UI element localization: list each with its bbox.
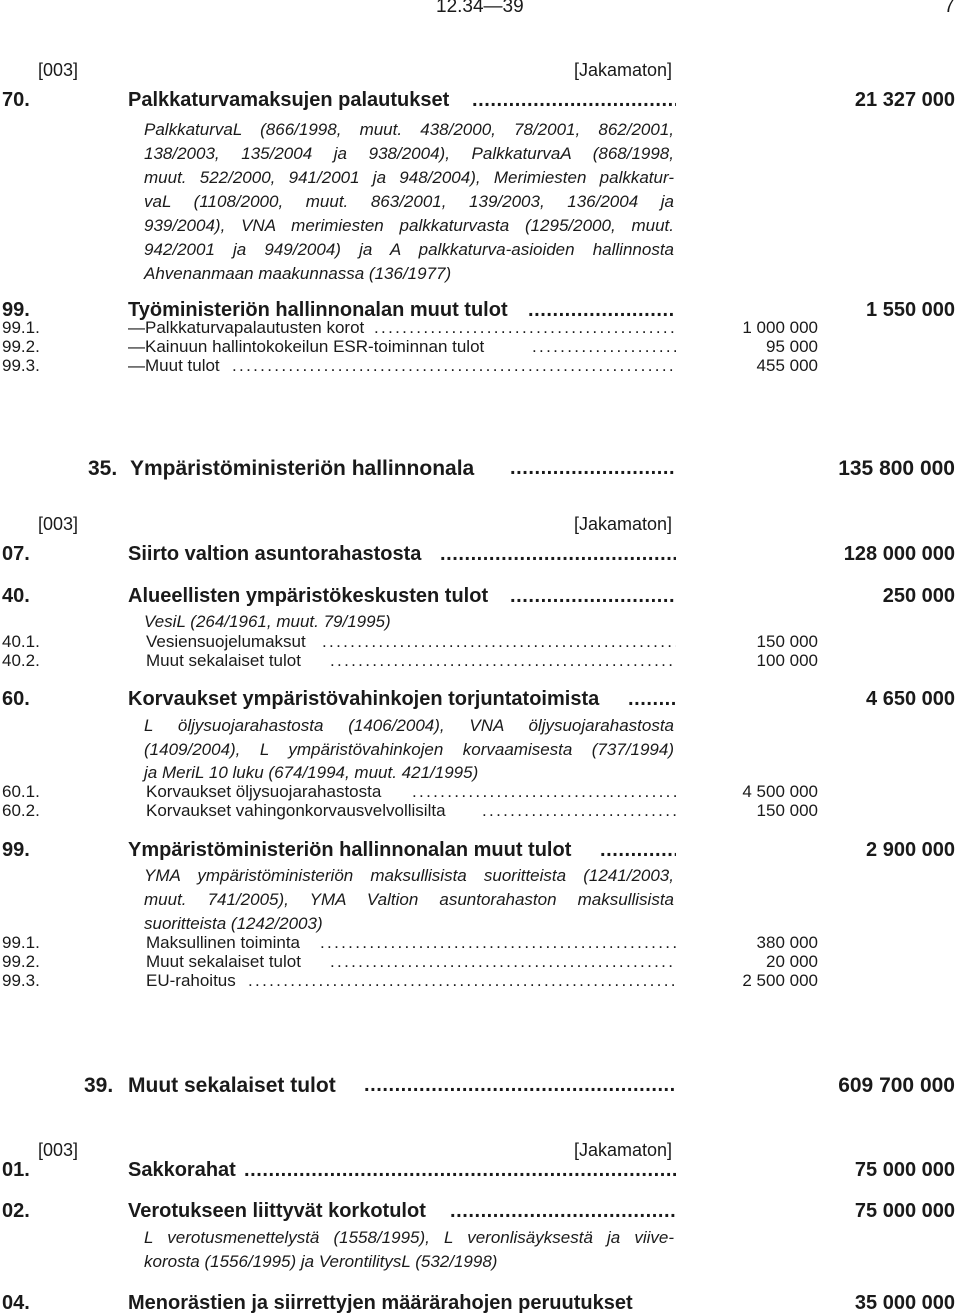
subitem-label: —Palkkaturvapalautusten korot (128, 318, 365, 337)
subitem-label: Vesiensuojelumaksut (146, 632, 306, 651)
leader-dots (472, 89, 676, 112)
subitem-label: —Kainuun hallintokokeilun ESR-toiminnan tulot (128, 337, 485, 356)
subitem-amount: 455 000 (756, 356, 818, 375)
tag-right: [Jakamaton] (574, 1140, 673, 1160)
leader-dots (482, 801, 676, 821)
leader-dots (450, 1200, 676, 1223)
item-number: 40. (2, 585, 30, 607)
subitem-label: Muut sekalaiset tulot (146, 651, 301, 670)
main-title: Ympäristöministeriön hallinnonala (130, 457, 475, 480)
page-range: 12.34—39 (436, 0, 524, 17)
leader-dots (330, 651, 676, 671)
legal-note-line: vaL (1108/2000, muut. 863/2001, 139/2003, 136/2004 ja (144, 192, 674, 211)
legal-note-line: VesiL (264/1961, muut. 79/1995) (144, 612, 391, 631)
item-amount: 21 327 000 (854, 89, 955, 111)
legal-note-line: YMA ympäristöministeriön maksullisista suoritteista (1241/2003, (144, 866, 674, 885)
item-title: Korvaukset ympäristövahinkojen torjuntatoimista (128, 688, 600, 710)
tag-right: [Jakamaton] (574, 514, 673, 534)
legal-note-line: muut. 741/2005), YMA Valtion asuntorahaston maksullisista (144, 890, 674, 909)
legal-note-line: L verotusmenettelystä (1558/1995), L veronlisäyksestä ja viive- (144, 1228, 674, 1247)
main-title-amount: 609 700 000 (838, 1074, 955, 1097)
subitem-number: 40.1. (2, 632, 40, 651)
item-number: 07. (2, 543, 30, 565)
subitem-amount: 380 000 (756, 933, 818, 952)
item-title: Verotukseen liittyvät korkotulot (128, 1200, 426, 1222)
leader-dots (600, 839, 676, 862)
leader-dots (440, 543, 676, 566)
subitem-amount: 150 000 (756, 632, 818, 651)
subitem-amount: 2 500 000 (742, 971, 818, 990)
main-title-number: 39. (84, 1074, 114, 1097)
tag-left: [003] (38, 1140, 79, 1160)
subitem-label: EU-rahoitus (146, 971, 236, 990)
item-number: 60. (2, 688, 30, 710)
leader-dots (248, 971, 676, 991)
item-amount: 250 000 (882, 585, 955, 607)
legal-note-line: 939/2004), VNA merimiesten palkkaturvasta (1295/2000, muut. (144, 216, 674, 235)
legal-note-line: korosta (1556/1995) ja VerontilitysL (532/1998) (144, 1252, 498, 1271)
subitem-number: 99.1. (2, 318, 40, 337)
subitem-label: Maksullinen toiminta (146, 933, 301, 952)
legal-note-line: (1409/2004), L ympäristövahinkojen korvaamisesta (737/1994) (144, 740, 674, 759)
subitem-number: 99.3. (2, 971, 40, 990)
subitem-amount: 95 000 (766, 337, 818, 356)
item-title: Ympäristöministeriön hallinnonalan muut tulot (128, 839, 572, 861)
subitem-amount: 20 000 (766, 952, 818, 971)
item-title: Työministeriön hallinnonalan muut tulot (128, 299, 508, 321)
subitem-amount: 100 000 (756, 651, 818, 670)
item-title: Siirto valtion asuntorahastosta (128, 543, 422, 565)
tag-right: [Jakamaton] (574, 60, 673, 80)
leader-dots (374, 318, 676, 338)
subitem-number: 99.2. (2, 337, 40, 356)
item-number: 99. (2, 839, 30, 861)
legal-note-line: 138/2003, 135/2004 ja 938/2004), PalkkaturvaA (868/1998, (144, 144, 674, 163)
subitem-number: 99.3. (2, 356, 40, 375)
subitem-label: Korvaukset vahingonkorvausvelvollisilta (146, 801, 446, 820)
leader-dots (532, 337, 676, 357)
subitem-number: 99.1. (2, 933, 40, 952)
legal-note-line: Ahvenanmaan maakunnassa (136/1977) (144, 264, 452, 283)
item-number: 02. (2, 1200, 30, 1222)
subitem-number: 60.1. (2, 782, 40, 801)
main-title: Muut sekalaiset tulot (128, 1074, 336, 1097)
leader-dots (510, 457, 676, 480)
subitem-label: Muut sekalaiset tulot (146, 952, 301, 971)
leader-dots (320, 933, 676, 953)
legal-note-line: PalkkaturvaL (866/1998, muut. 438/2000, 78/2001, 862/2001, (144, 120, 674, 139)
legal-note-line: muut. 522/2000, 941/2001 ja 948/2004), Merimiesten palkkatur- (144, 168, 674, 187)
item-title: Alueellisten ympäristökeskusten tulot (128, 585, 489, 607)
item-amount: 128 000 000 (843, 543, 955, 565)
main-title-amount: 135 800 000 (838, 457, 955, 480)
tag-left: [003] (38, 514, 79, 534)
item-amount: 4 650 000 (866, 688, 955, 710)
leader-dots (412, 782, 676, 802)
leader-dots (510, 585, 676, 608)
leader-dots (330, 952, 676, 972)
item-amount: 1 550 000 (866, 299, 955, 321)
legal-note-line: 942/2001 ja 949/2004) ja A palkkaturva-asioiden hallinnosta (144, 240, 674, 259)
legal-note-line: ja MeriL 10 luku (674/1994, muut. 421/1995) (144, 763, 479, 782)
item-number: 01. (2, 1159, 30, 1181)
page-number: 7 (944, 0, 955, 17)
item-amount: 75 000 000 (854, 1159, 955, 1181)
item-amount: 2 900 000 (866, 839, 955, 861)
subitem-amount: 150 000 (756, 801, 818, 820)
legal-note-line: L öljysuojarahastosta (1406/2004), VNA öljysuojarahastosta (144, 716, 674, 735)
legal-note-line: suoritteista (1242/2003) (144, 914, 323, 933)
subitem-amount: 1 000 000 (742, 318, 818, 337)
subitem-number: 40.2. (2, 651, 40, 670)
tag-left: [003] (38, 60, 79, 80)
leader-dots (232, 356, 676, 376)
item-title: Sakkorahat (128, 1159, 236, 1181)
subitem-number: 99.2. (2, 952, 40, 971)
item-title: Palkkaturvamaksujen palautukset (128, 89, 450, 111)
subitem-label: —Muut tulot (128, 356, 220, 375)
subitem-amount: 4 500 000 (742, 782, 818, 801)
subitem-label: Korvaukset öljysuojarahastosta (146, 782, 382, 801)
item-number: 70. (2, 89, 30, 111)
main-title-number: 35. (88, 457, 118, 480)
leader-dots (628, 688, 676, 711)
subitem-number: 60.2. (2, 801, 40, 820)
item-number: 99. (2, 299, 30, 321)
leader-dots (364, 1074, 676, 1097)
item-amount: 35 000 000 (854, 1292, 955, 1314)
leader-dots (322, 632, 676, 652)
item-title: Menorästien ja siirrettyjen määrärahojen peruutukset (128, 1292, 633, 1314)
item-amount: 75 000 000 (854, 1200, 955, 1222)
item-number: 04. (2, 1292, 30, 1314)
leader-dots (244, 1159, 676, 1182)
